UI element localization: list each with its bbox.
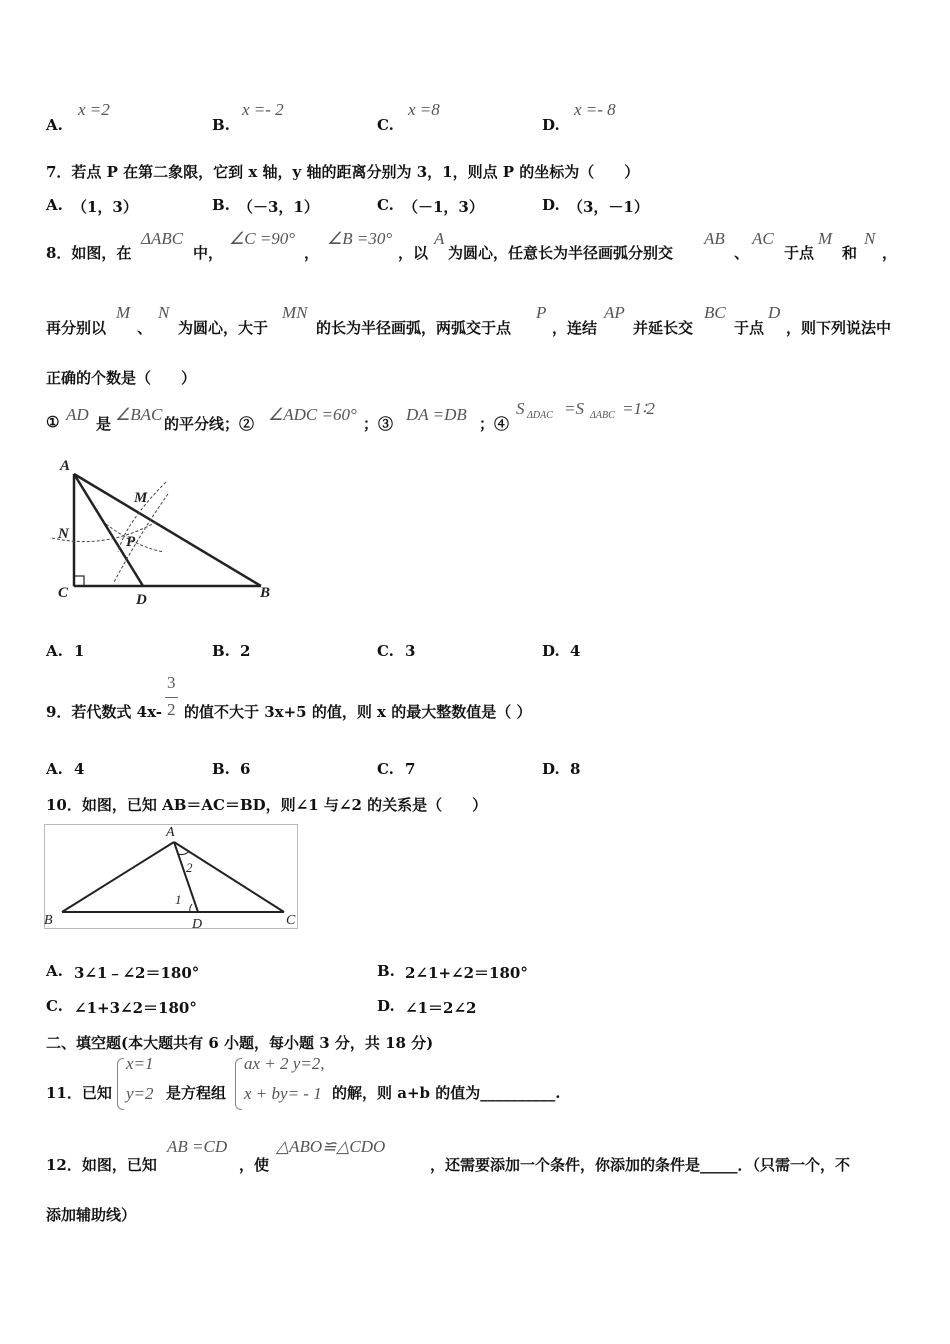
q8-text: ；③ — [363, 415, 394, 433]
q10-fig-angle-1: 1 — [175, 892, 182, 907]
q8-text: 再分别以 — [46, 319, 107, 337]
q10-option-b-letter: B. — [377, 962, 395, 980]
q8-math: S — [516, 399, 525, 418]
q8-option-a-letter: A. — [46, 642, 63, 660]
q7-question: 7．若点 P 在第二象限，它到 x 轴，y 轴的距离分别为 3，1，则点 P 的坐标为（ ） — [46, 163, 640, 181]
q10-option-a-letter: A. — [46, 962, 63, 980]
q8-fig-label-d: D — [136, 592, 147, 608]
q11-left-brace — [117, 1058, 124, 1110]
q8-math: ∠C =90° — [229, 229, 296, 248]
q8-math: N — [158, 303, 170, 322]
q8-text: ；④ — [479, 415, 510, 433]
q9-text: 的值不大于 3x+5 的值，则 x 的最大整数值是（ ） — [184, 703, 532, 721]
q8-math: =S — [564, 399, 584, 418]
q11-equation-2: x + by= - 1 — [244, 1084, 322, 1103]
q8-math: D — [768, 303, 781, 322]
q8-option-a: 1 — [74, 642, 85, 660]
q8-math: ∠ADC =60° — [268, 405, 357, 424]
q8-option-c: 3 — [405, 642, 416, 660]
q10-fig-label-a: A — [166, 825, 175, 840]
q8-option-b: 2 — [240, 642, 251, 660]
q8-fig-label-m: M — [134, 490, 148, 506]
q8-option-d: 4 — [570, 642, 581, 660]
q10-fig-angle-2: 2 — [186, 860, 193, 875]
q8-fig-label-p: P — [126, 534, 136, 550]
q8-text: 的长为半径画弧，两弧交于点 — [316, 319, 512, 337]
q8-math: BC — [704, 303, 726, 322]
q7-option-c: （－1，3） — [403, 198, 484, 216]
q8-text: 中， — [193, 244, 224, 262]
q10-fig-label-b: B — [44, 913, 53, 928]
q8-fig-label-b: B — [260, 585, 271, 601]
q8-fig-label-n: N — [58, 526, 69, 542]
q11-text: 11．已知 — [46, 1084, 112, 1102]
q6-option-c-letter: C. — [377, 116, 394, 134]
q8-math: ΔABC — [141, 229, 184, 248]
q8-text: 8．如图，在 — [46, 244, 132, 262]
q8-option-d-letter: D. — [542, 642, 560, 660]
q12-math: AB =CD — [167, 1137, 228, 1156]
q11-solution-y: y=2 — [126, 1084, 154, 1103]
q8-math: =1∶2 — [622, 399, 655, 418]
q8-text: ① — [46, 413, 60, 431]
q8-math: AD — [66, 405, 89, 424]
q10-fig-label-d: D — [192, 917, 203, 930]
q8-text: 是 — [96, 415, 112, 433]
q10-question: 10．如图，已知 AB＝AC＝BD，则∠1 与∠2 的关系是（ ） — [46, 796, 488, 814]
q11-text: 的解，则 a+b 的值为__________. — [332, 1084, 561, 1102]
q8-text: 的平分线；② — [164, 415, 255, 433]
q8-text: 于点 — [784, 244, 815, 262]
q8-option-b-letter: B. — [212, 642, 230, 660]
q8-text: 于点 — [734, 319, 765, 337]
q7-option-c-letter: C. — [377, 196, 394, 214]
q6-option-d-letter: D. — [542, 116, 560, 134]
q11-text: 是方程组 — [166, 1084, 227, 1102]
q9-option-c: 7 — [405, 760, 416, 778]
q8-option-c-letter: C. — [377, 642, 394, 660]
q6-option-b-expr: x =- 2 — [242, 100, 284, 119]
q9-text: 9．若代数式 4x- — [46, 703, 163, 721]
q8-math: AP — [604, 303, 625, 322]
q12-text: ，还需要添加一个条件，你添加的条件是_____．（只需一个，不 — [430, 1156, 851, 1174]
q8-text: 为圆心，任意长为半径画弧分别交 — [448, 244, 674, 262]
q8-math: A — [434, 229, 445, 248]
q8-math: AB — [704, 229, 725, 248]
q8-math: ∠BAC — [115, 405, 163, 424]
q8-line-3: 正确的个数是（ ） — [46, 369, 197, 387]
q8-math: M — [116, 303, 131, 322]
q7-option-a-letter: A. — [46, 196, 63, 214]
q8-text: ，连结 — [552, 319, 598, 337]
q8-math: ∠B =30° — [327, 229, 393, 248]
q8-math: M — [818, 229, 833, 248]
q8-math: MN — [282, 303, 308, 322]
q9-option-b: 6 — [240, 760, 251, 778]
q7-option-b: （－3，1） — [238, 198, 319, 216]
q6-option-b-letter: B. — [212, 116, 230, 134]
q10-option-a: 3∠1﹣∠2＝180° — [74, 964, 200, 982]
q8-text: 为圆心，大于 — [178, 319, 269, 337]
q7-option-b-letter: B. — [212, 196, 230, 214]
q9-fraction-bar — [165, 697, 178, 698]
q9-option-d-letter: D. — [542, 760, 560, 778]
q12-text: 12．如图，已知 — [46, 1156, 157, 1174]
q10-option-b: 2∠1+∠2＝180° — [405, 964, 528, 982]
q9-option-b-letter: B. — [212, 760, 230, 778]
q8-fig-label-c: C — [58, 585, 69, 601]
q8-text: 、 — [734, 244, 750, 262]
q12-math: △ABO≌△CDO — [276, 1137, 386, 1156]
q8-text: 和 — [842, 244, 858, 262]
q12-text-line-2: 添加辅助线） — [46, 1206, 137, 1224]
q10-fig-label-c: C — [286, 913, 296, 928]
q6-option-d-expr: x =- 8 — [574, 100, 616, 119]
q6-option-c-expr: x =8 — [408, 100, 440, 119]
q9-option-a: 4 — [74, 760, 85, 778]
q8-text: ， — [304, 244, 320, 262]
q10-option-c: ∠1+3∠2＝180° — [74, 999, 197, 1017]
q10-option-d-letter: D. — [377, 997, 395, 1015]
q8-math: N — [864, 229, 876, 248]
q6-option-a-letter: A. — [46, 116, 63, 134]
q9-option-c-letter: C. — [377, 760, 394, 778]
q10-triangle-figure — [44, 824, 300, 930]
q8-fig-label-a: A — [60, 458, 71, 474]
q12-text: ，使 — [239, 1156, 270, 1174]
q8-text: ，则下列说法中 — [786, 319, 892, 337]
q10-option-c-letter: C. — [46, 997, 63, 1015]
q8-math: P — [536, 303, 547, 322]
q8-text: ，以 — [398, 244, 429, 262]
q8-text: ， — [882, 244, 898, 262]
q9-option-a-letter: A. — [46, 760, 63, 778]
q8-text: 并延长交 — [633, 319, 694, 337]
q11-system-brace — [235, 1058, 242, 1110]
q7-option-d: （3，－1） — [568, 198, 649, 216]
q9-fraction-denominator: 2 — [167, 700, 176, 719]
q7-option-a: （1，3） — [72, 198, 138, 216]
section-heading-fill-in: 二、填空题(本大题共有 6 小题，每小题 3 分，共 18 分) — [46, 1034, 434, 1052]
q6-option-a-expr: x =2 — [78, 100, 110, 119]
q8-math-subscript: ΔDAC — [527, 410, 553, 421]
q11-equation-1: ax + 2 y=2, — [244, 1054, 325, 1073]
q8-math: AC — [752, 229, 774, 248]
q10-option-d: ∠1＝2∠2 — [405, 999, 477, 1017]
q8-triangle-figure — [46, 452, 286, 612]
q11-solution-x: x=1 — [126, 1054, 154, 1073]
q9-option-d: 8 — [570, 760, 581, 778]
q7-option-d-letter: D. — [542, 196, 560, 214]
q8-math-subscript: ΔABC — [590, 410, 615, 421]
q8-math: DA =DB — [406, 405, 467, 424]
q8-text: 、 — [137, 319, 153, 337]
q9-fraction-numerator: 3 — [167, 673, 176, 692]
